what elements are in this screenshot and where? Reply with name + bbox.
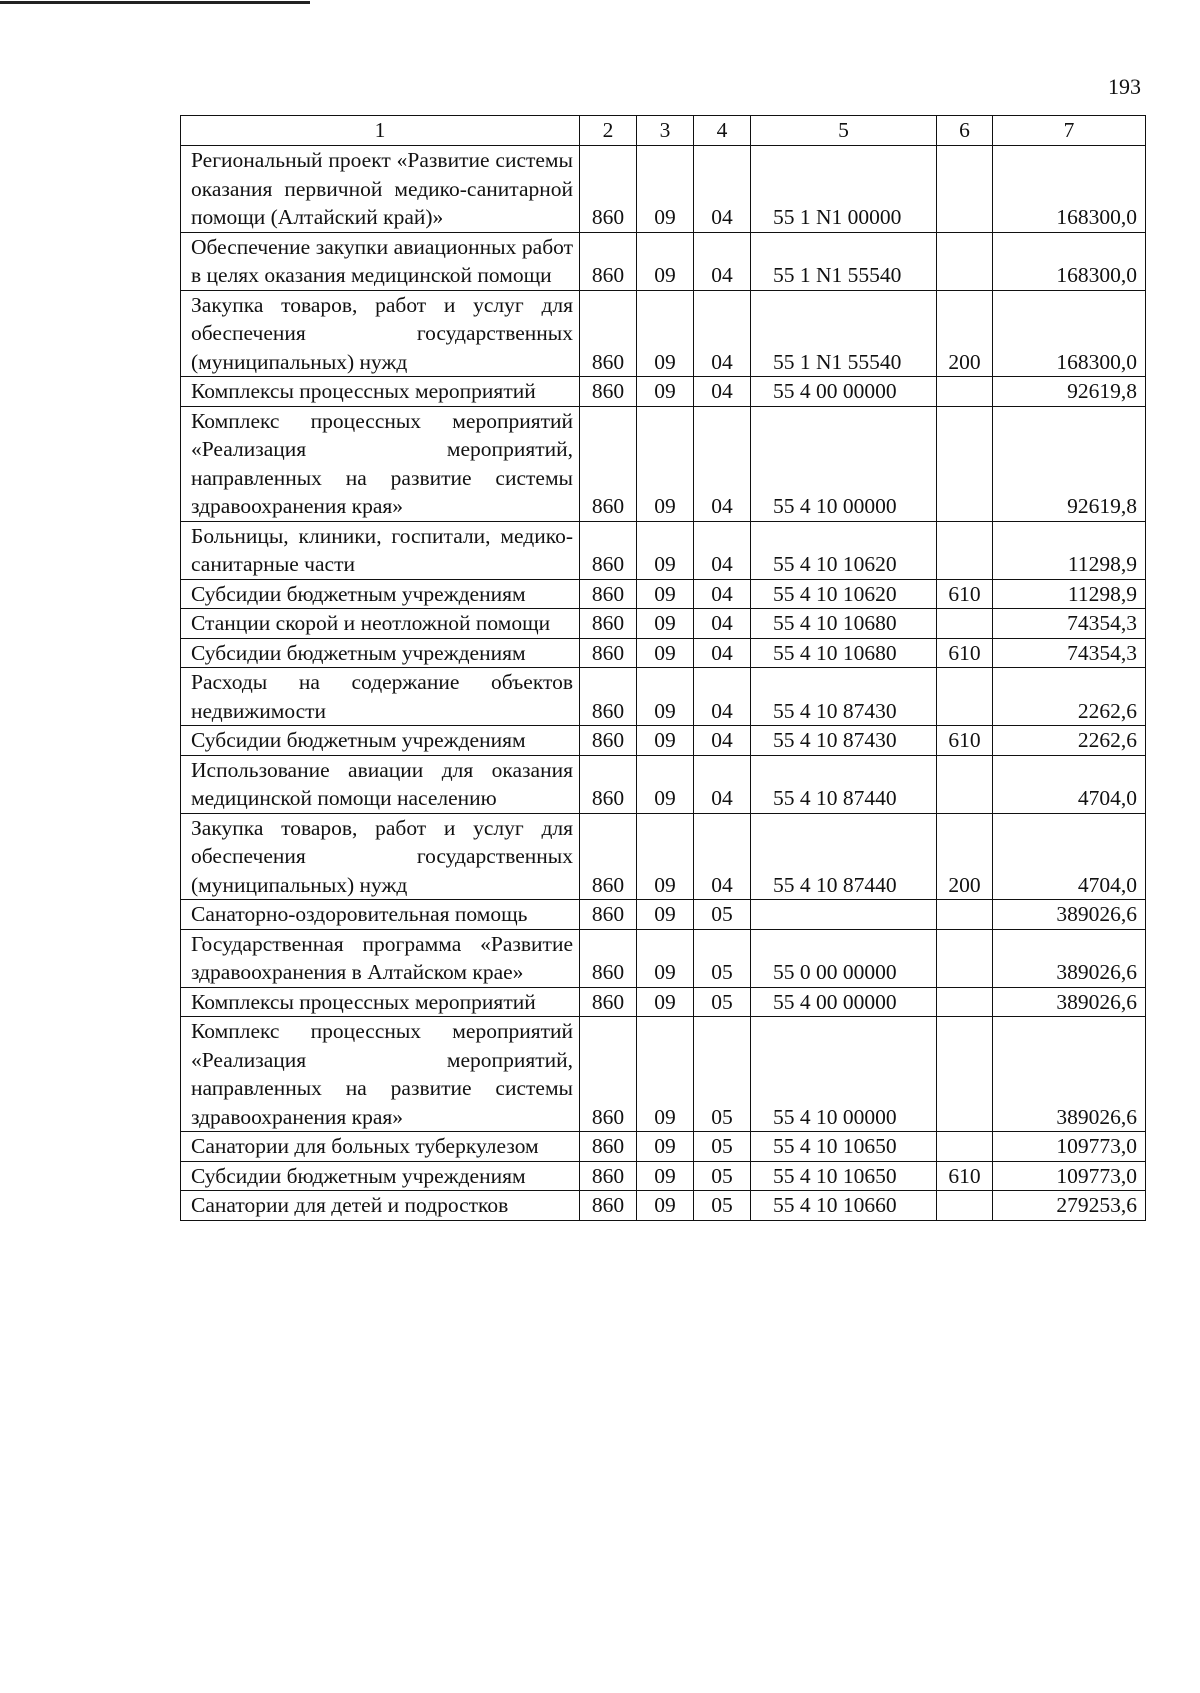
- cell-target-code: 55 4 10 00000: [751, 1017, 937, 1132]
- cell-grbs: 860: [580, 521, 637, 579]
- cell-expense-type: 200: [937, 290, 993, 377]
- cell-subsection: 05: [694, 1161, 751, 1191]
- table-row: [181, 755, 1146, 813]
- cell-expense-type: [937, 609, 993, 639]
- table-row: [181, 813, 1146, 900]
- cell-subsection: 04: [694, 377, 751, 407]
- cell-name: Санаторно-оздоровительная помощь: [181, 900, 580, 930]
- cell-name: Государственная программа «Развитие здравоохранения в Алтайском крае»: [181, 929, 580, 987]
- table-row: [181, 1132, 1146, 1162]
- cell-target-code: 55 4 10 10650: [751, 1132, 937, 1162]
- cell-expense-type: 200: [937, 813, 993, 900]
- cell-subsection: 05: [694, 1132, 751, 1162]
- table-row: [181, 1191, 1146, 1221]
- cell-grbs: 860: [580, 579, 637, 609]
- cell-grbs: 860: [580, 668, 637, 726]
- column-header: 3: [637, 116, 694, 146]
- cell-section: 09: [637, 1132, 694, 1162]
- cell-amount: 389026,6: [993, 900, 1146, 930]
- cell-section: 09: [637, 290, 694, 377]
- cell-name: Обеспечение закупки авиационных работ в целях оказания медицинской помощи: [181, 232, 580, 290]
- cell-section: 09: [637, 1191, 694, 1221]
- cell-name: Комплекс процессных мероприятий «Реализация мероприятий, направленных на развитие системы здравоохранения края»: [181, 406, 580, 521]
- cell-amount: 2262,6: [993, 726, 1146, 756]
- cell-subsection: 04: [694, 609, 751, 639]
- cell-amount: 11298,9: [993, 521, 1146, 579]
- cell-name: Комплексы процессных мероприятий: [181, 377, 580, 407]
- cell-name: Больницы, клиники, госпитали, медико-санитарные части: [181, 521, 580, 579]
- cell-name: Субсидии бюджетным учреждениям: [181, 726, 580, 756]
- cell-expense-type: [937, 1132, 993, 1162]
- cell-subsection: 04: [694, 813, 751, 900]
- cell-name: Расходы на содержание объектов недвижимости: [181, 668, 580, 726]
- cell-amount: 279253,6: [993, 1191, 1146, 1221]
- cell-target-code: 55 4 10 10650: [751, 1161, 937, 1191]
- table-body: [181, 146, 1146, 1221]
- cell-amount: 168300,0: [993, 232, 1146, 290]
- cell-grbs: 860: [580, 232, 637, 290]
- cell-section: 09: [637, 406, 694, 521]
- cell-grbs: 860: [580, 987, 637, 1017]
- column-header: 6: [937, 116, 993, 146]
- cell-section: 09: [637, 900, 694, 930]
- column-header: 1: [181, 116, 580, 146]
- cell-name: Закупка товаров, работ и услуг для обеспечения государственных (муниципальных) нужд: [181, 813, 580, 900]
- cell-grbs: 860: [580, 900, 637, 930]
- cell-amount: 389026,6: [993, 1017, 1146, 1132]
- cell-expense-type: [937, 755, 993, 813]
- cell-target-code: 55 1 N1 00000: [751, 146, 937, 233]
- cell-grbs: 860: [580, 1132, 637, 1162]
- cell-grbs: 860: [580, 1017, 637, 1132]
- cell-grbs: 860: [580, 813, 637, 900]
- cell-expense-type: [937, 377, 993, 407]
- cell-amount: 109773,0: [993, 1161, 1146, 1191]
- cell-expense-type: 610: [937, 1161, 993, 1191]
- cell-amount: 11298,9: [993, 579, 1146, 609]
- table-row: [181, 579, 1146, 609]
- column-header: 4: [694, 116, 751, 146]
- cell-amount: 109773,0: [993, 1132, 1146, 1162]
- cell-grbs: 860: [580, 1191, 637, 1221]
- cell-section: 09: [637, 146, 694, 233]
- cell-amount: 389026,6: [993, 987, 1146, 1017]
- page-number: 193: [1108, 74, 1141, 99]
- cell-target-code: 55 4 10 10620: [751, 579, 937, 609]
- cell-name: Комплексы процессных мероприятий: [181, 987, 580, 1017]
- table-row: [181, 232, 1146, 290]
- cell-amount: 389026,6: [993, 929, 1146, 987]
- table-row: [181, 668, 1146, 726]
- cell-grbs: 860: [580, 377, 637, 407]
- cell-name: Санатории для больных туберкулезом: [181, 1132, 580, 1162]
- table-row: [181, 1161, 1146, 1191]
- cell-target-code: 55 4 10 87430: [751, 668, 937, 726]
- cell-section: 09: [637, 987, 694, 1017]
- cell-subsection: 04: [694, 232, 751, 290]
- cell-target-code: 55 4 10 10680: [751, 638, 937, 668]
- cell-subsection: 04: [694, 726, 751, 756]
- table-row: [181, 290, 1146, 377]
- cell-amount: 74354,3: [993, 609, 1146, 639]
- cell-grbs: 860: [580, 726, 637, 756]
- top-rule: [0, 1, 310, 4]
- table-row: [181, 638, 1146, 668]
- cell-grbs: 860: [580, 406, 637, 521]
- cell-name: Использование авиации для оказания медицинской помощи населению: [181, 755, 580, 813]
- table-row: [181, 987, 1146, 1017]
- cell-section: 09: [637, 755, 694, 813]
- cell-name: Региональный проект «Развитие системы оказания первичной медико-санитарной помощи (Алтайский край)»: [181, 146, 580, 233]
- cell-expense-type: 610: [937, 726, 993, 756]
- cell-target-code: 55 1 N1 55540: [751, 290, 937, 377]
- cell-target-code: 55 0 00 00000: [751, 929, 937, 987]
- cell-section: 09: [637, 1017, 694, 1132]
- cell-section: 09: [637, 813, 694, 900]
- cell-expense-type: [937, 1191, 993, 1221]
- cell-subsection: 04: [694, 146, 751, 233]
- cell-subsection: 04: [694, 406, 751, 521]
- cell-subsection: 05: [694, 900, 751, 930]
- cell-section: 09: [637, 377, 694, 407]
- cell-target-code: 55 4 10 00000: [751, 406, 937, 521]
- cell-section: 09: [637, 638, 694, 668]
- cell-expense-type: [937, 929, 993, 987]
- cell-target-code: 55 4 00 00000: [751, 377, 937, 407]
- cell-target-code: 55 4 10 10660: [751, 1191, 937, 1221]
- table-row: [181, 377, 1146, 407]
- cell-amount: 4704,0: [993, 755, 1146, 813]
- cell-section: 09: [637, 726, 694, 756]
- cell-amount: 2262,6: [993, 668, 1146, 726]
- cell-amount: 92619,8: [993, 406, 1146, 521]
- cell-expense-type: [937, 987, 993, 1017]
- cell-name: Комплекс процессных мероприятий «Реализация мероприятий, направленных на развитие системы здравоохранения края»: [181, 1017, 580, 1132]
- cell-grbs: 860: [580, 638, 637, 668]
- cell-target-code: 55 1 N1 55540: [751, 232, 937, 290]
- cell-name: Субсидии бюджетным учреждениям: [181, 579, 580, 609]
- cell-subsection: 05: [694, 987, 751, 1017]
- cell-section: 09: [637, 668, 694, 726]
- cell-expense-type: [937, 521, 993, 579]
- table-row: [181, 726, 1146, 756]
- cell-subsection: 05: [694, 929, 751, 987]
- cell-expense-type: [937, 232, 993, 290]
- table-row: [181, 900, 1146, 930]
- cell-subsection: 04: [694, 638, 751, 668]
- cell-expense-type: [937, 406, 993, 521]
- column-header: 2: [580, 116, 637, 146]
- cell-amount: 4704,0: [993, 813, 1146, 900]
- cell-amount: 74354,3: [993, 638, 1146, 668]
- cell-name: Субсидии бюджетным учреждениям: [181, 1161, 580, 1191]
- cell-expense-type: [937, 1017, 993, 1132]
- table-row: [181, 1017, 1146, 1132]
- cell-subsection: 05: [694, 1017, 751, 1132]
- cell-subsection: 04: [694, 521, 751, 579]
- cell-subsection: 05: [694, 1191, 751, 1221]
- budget-table: [180, 115, 1146, 1221]
- column-header: 5: [751, 116, 937, 146]
- cell-section: 09: [637, 929, 694, 987]
- cell-grbs: 860: [580, 609, 637, 639]
- cell-subsection: 04: [694, 755, 751, 813]
- cell-grbs: 860: [580, 290, 637, 377]
- cell-grbs: 860: [580, 146, 637, 233]
- cell-target-code: 55 4 10 87430: [751, 726, 937, 756]
- cell-section: 09: [637, 609, 694, 639]
- cell-section: 09: [637, 579, 694, 609]
- cell-subsection: 04: [694, 579, 751, 609]
- cell-name: Субсидии бюджетным учреждениям: [181, 638, 580, 668]
- cell-name: Закупка товаров, работ и услуг для обеспечения государственных (муниципальных) нужд: [181, 290, 580, 377]
- cell-expense-type: [937, 900, 993, 930]
- cell-name: Станции скорой и неотложной помощи: [181, 609, 580, 639]
- cell-target-code: 55 4 10 87440: [751, 813, 937, 900]
- cell-expense-type: [937, 668, 993, 726]
- cell-amount: 92619,8: [993, 377, 1146, 407]
- cell-subsection: 04: [694, 668, 751, 726]
- cell-target-code: [751, 900, 937, 930]
- cell-grbs: 860: [580, 755, 637, 813]
- cell-section: 09: [637, 1161, 694, 1191]
- cell-section: 09: [637, 232, 694, 290]
- cell-target-code: 55 4 10 87440: [751, 755, 937, 813]
- cell-grbs: 860: [580, 1161, 637, 1191]
- cell-amount: 168300,0: [993, 290, 1146, 377]
- cell-subsection: 04: [694, 290, 751, 377]
- cell-target-code: 55 4 10 10620: [751, 521, 937, 579]
- cell-name: Санатории для детей и подростков: [181, 1191, 580, 1221]
- table-row: [181, 146, 1146, 233]
- cell-target-code: 55 4 10 10680: [751, 609, 937, 639]
- table-row: [181, 609, 1146, 639]
- cell-expense-type: [937, 146, 993, 233]
- cell-target-code: 55 4 00 00000: [751, 987, 937, 1017]
- header-row: [181, 116, 1146, 146]
- cell-expense-type: 610: [937, 638, 993, 668]
- cell-section: 09: [637, 521, 694, 579]
- table-row: [181, 521, 1146, 579]
- cell-grbs: 860: [580, 929, 637, 987]
- table-row: [181, 406, 1146, 521]
- cell-amount: 168300,0: [993, 146, 1146, 233]
- cell-expense-type: 610: [937, 579, 993, 609]
- table-row: [181, 929, 1146, 987]
- column-header: 7: [993, 116, 1146, 146]
